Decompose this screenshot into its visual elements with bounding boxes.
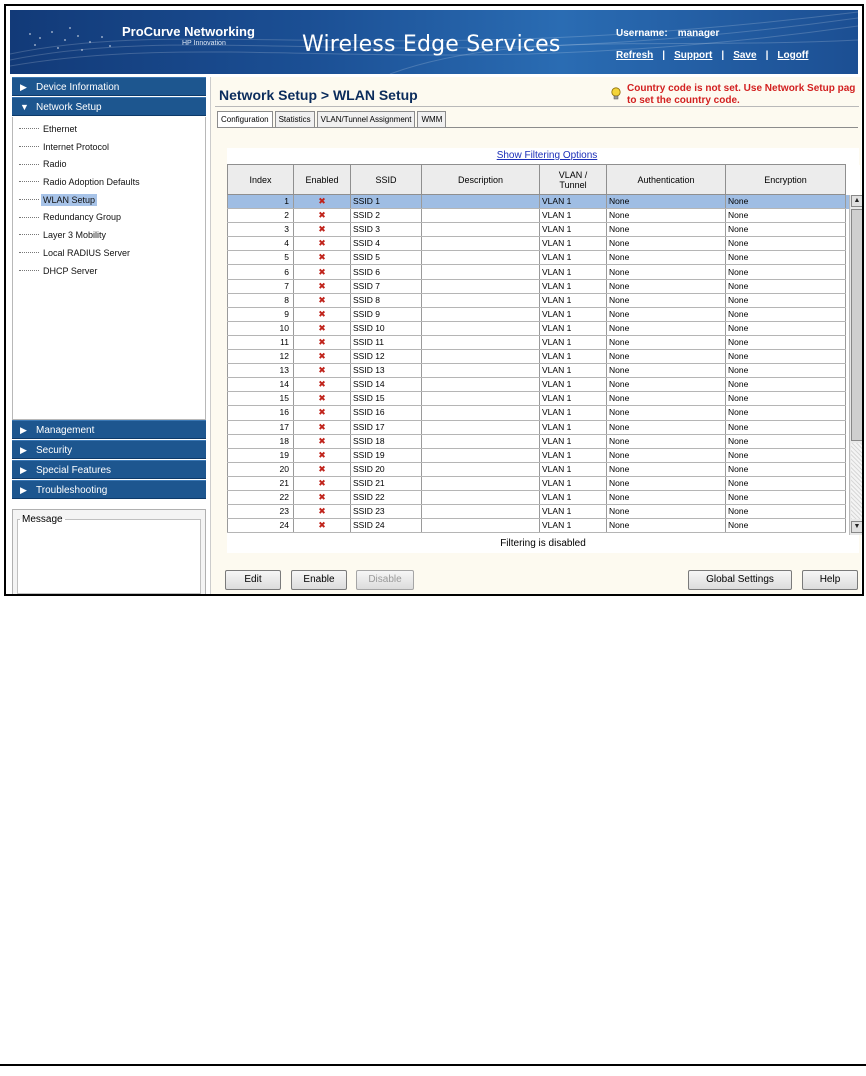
main-content — [210, 77, 861, 596]
sidebar-item-label: Local RADIUS Server — [43, 247, 131, 258]
cell-encryption: None — [726, 392, 846, 406]
table-row[interactable] — [228, 251, 860, 265]
table-row[interactable] — [228, 476, 860, 490]
scroll-down-arrow-icon[interactable]: ▼ — [851, 521, 863, 533]
cell-vlan-tunnel: VLAN 1 — [540, 420, 607, 434]
cell-vlan-tunnel: VLAN 1 — [540, 364, 607, 378]
table-row[interactable] — [228, 505, 860, 519]
cell-index: 17 — [228, 420, 294, 434]
disable-button[interactable]: Disable — [356, 570, 414, 590]
tab-configuration[interactable]: Configuration — [217, 111, 273, 128]
cell-ssid: SSID 13 — [351, 364, 422, 378]
sidebar-section-label: Special Features — [36, 465, 112, 476]
cell-vlan-tunnel: VLAN 1 — [540, 448, 607, 462]
cell-index: 13 — [228, 364, 294, 378]
sidebar-item-label: Internet Protocol — [43, 141, 110, 152]
cell-encryption: None — [726, 293, 846, 307]
red-x-icon: ✖ — [294, 279, 351, 293]
triangle-right-icon: ▶ — [20, 445, 27, 455]
tree-connector — [19, 164, 39, 165]
cell-index: 14 — [228, 378, 294, 392]
header-links: Refresh | Support | Save | Logoff — [616, 50, 809, 61]
cell-ssid: SSID 6 — [351, 265, 422, 279]
cell-ssid: SSID 5 — [351, 251, 422, 265]
cell-description — [422, 307, 540, 321]
cell-index: 9 — [228, 307, 294, 321]
cell-ssid: SSID 23 — [351, 505, 422, 519]
red-x-icon: ✖ — [294, 476, 351, 490]
cell-index: 23 — [228, 505, 294, 519]
column-header-ssid[interactable]: SSID — [351, 165, 422, 195]
cell-vlan-tunnel: VLAN 1 — [540, 321, 607, 335]
cell-encryption: None — [726, 462, 846, 476]
cell-description — [422, 195, 540, 209]
cell-index: 19 — [228, 448, 294, 462]
tree-connector — [19, 146, 39, 147]
tab-wmm[interactable]: WMM — [417, 111, 446, 127]
cell-description — [422, 462, 540, 476]
red-x-icon: ✖ — [294, 434, 351, 448]
sidebar-item-label: Radio Adoption Defaults — [43, 177, 140, 188]
cell-authentication: None — [607, 378, 726, 392]
tree-connector — [19, 199, 39, 200]
cell-encryption: None — [726, 490, 846, 504]
table-header-row — [228, 165, 860, 195]
table-row[interactable] — [228, 350, 860, 364]
cell-index: 10 — [228, 321, 294, 335]
cell-encryption: None — [726, 321, 846, 335]
cell-authentication: None — [607, 476, 726, 490]
red-x-icon: ✖ — [294, 519, 351, 533]
cell-index: 7 — [228, 279, 294, 293]
page-title: Network Setup > WLAN Setup — [219, 87, 418, 103]
cell-index: 21 — [228, 476, 294, 490]
cell-encryption: None — [726, 364, 846, 378]
tree-connector — [19, 128, 39, 129]
triangle-down-icon: ▼ — [20, 102, 29, 112]
tree-connector — [19, 270, 39, 271]
cell-encryption: None — [726, 265, 846, 279]
cell-description — [422, 350, 540, 364]
column-header-authentication[interactable]: Authentication — [607, 165, 726, 195]
cell-description — [422, 279, 540, 293]
cell-description — [422, 378, 540, 392]
edit-button[interactable]: Edit — [225, 570, 281, 590]
sidebar-item-ethernet[interactable] — [13, 121, 205, 139]
cell-description — [422, 209, 540, 223]
tree-connector — [19, 234, 39, 235]
sidebar-item-label: DHCP Server — [43, 265, 98, 276]
column-header-index[interactable]: Index — [228, 165, 294, 195]
cell-ssid: SSID 9 — [351, 307, 422, 321]
tab-statistics[interactable]: Statistics — [275, 111, 315, 127]
network-setup-tree — [12, 117, 206, 420]
cell-authentication: None — [607, 251, 726, 265]
red-x-icon: ✖ — [294, 293, 351, 307]
cell-authentication: None — [607, 321, 726, 335]
sidebar-section-label: Troubleshooting — [36, 485, 108, 496]
cell-encryption: None — [726, 279, 846, 293]
cell-vlan-tunnel: VLAN 1 — [540, 279, 607, 293]
cell-encryption: None — [726, 378, 846, 392]
cell-authentication: None — [607, 462, 726, 476]
cell-authentication: None — [607, 223, 726, 237]
cell-vlan-tunnel: VLAN 1 — [540, 307, 607, 321]
tree-connector — [19, 181, 39, 182]
cell-ssid: SSID 3 — [351, 223, 422, 237]
red-x-icon: ✖ — [294, 505, 351, 519]
cell-description — [422, 490, 540, 504]
cell-description — [422, 519, 540, 533]
cell-vlan-tunnel: VLAN 1 — [540, 490, 607, 504]
cell-authentication: None — [607, 307, 726, 321]
cell-ssid: SSID 22 — [351, 490, 422, 504]
page-bottom-rule — [0, 1064, 866, 1066]
lightbulb-icon — [610, 87, 622, 101]
sidebar-item-radio[interactable] — [13, 156, 205, 174]
tab-vlan-tunnel-assignment[interactable]: VLAN/Tunnel Assignment — [317, 111, 416, 127]
cell-authentication: None — [607, 434, 726, 448]
scrollbar-track[interactable] — [851, 443, 863, 519]
cell-description — [422, 251, 540, 265]
table-row[interactable] — [228, 223, 860, 237]
cell-authentication: None — [607, 279, 726, 293]
cell-ssid: SSID 1 — [351, 195, 422, 209]
cell-vlan-tunnel: VLAN 1 — [540, 505, 607, 519]
cell-description — [422, 364, 540, 378]
cell-authentication: None — [607, 519, 726, 533]
cell-description — [422, 237, 540, 251]
cell-authentication: None — [607, 364, 726, 378]
cell-vlan-tunnel: VLAN 1 — [540, 378, 607, 392]
support-link[interactable]: Support — [674, 50, 713, 61]
sidebar-section-label: Network Setup — [36, 102, 102, 113]
triangle-right-icon: ▶ — [20, 82, 27, 92]
sidebar-section-security[interactable] — [12, 440, 206, 459]
cell-vlan-tunnel: VLAN 1 — [540, 392, 607, 406]
table-row[interactable] — [228, 434, 860, 448]
red-x-icon: ✖ — [294, 251, 351, 265]
sidebar-item-internet-protocol[interactable] — [13, 139, 205, 157]
cell-description — [422, 406, 540, 420]
username-value: manager — [677, 28, 720, 39]
wlan-table-area — [227, 148, 859, 553]
cell-index: 6 — [228, 265, 294, 279]
wlan-table — [227, 164, 860, 533]
sidebar-section-troubleshooting[interactable] — [12, 480, 206, 499]
scrollbar-header-spacer — [846, 165, 860, 195]
cell-ssid: SSID 7 — [351, 279, 422, 293]
table-row[interactable] — [228, 364, 860, 378]
cell-index: 8 — [228, 293, 294, 307]
divider — [215, 106, 859, 107]
cell-authentication: None — [607, 195, 726, 209]
cell-vlan-tunnel: VLAN 1 — [540, 195, 607, 209]
sidebar-section-special-features[interactable] — [12, 460, 206, 479]
warning-line-2: to set the country code. — [627, 95, 740, 106]
triangle-right-icon: ▶ — [20, 465, 27, 475]
sidebar-section-label: Device Information — [36, 82, 120, 93]
cell-ssid: SSID 21 — [351, 476, 422, 490]
red-x-icon: ✖ — [294, 237, 351, 251]
cell-vlan-tunnel: VLAN 1 — [540, 476, 607, 490]
app-window — [4, 4, 864, 596]
sidebar-item-radio-adoption-defaults[interactable] — [13, 174, 205, 192]
cell-index: 22 — [228, 490, 294, 504]
help-button[interactable]: Help — [802, 570, 858, 590]
cell-vlan-tunnel: VLAN 1 — [540, 209, 607, 223]
cell-vlan-tunnel: VLAN 1 — [540, 462, 607, 476]
red-x-icon: ✖ — [294, 490, 351, 504]
cell-index: 16 — [228, 406, 294, 420]
save-link[interactable]: Save — [733, 50, 757, 61]
cell-authentication: None — [607, 350, 726, 364]
sidebar-item-label: Ethernet — [43, 124, 78, 134]
cell-ssid: SSID 16 — [351, 406, 422, 420]
cell-ssid: SSID 12 — [351, 350, 422, 364]
table-row[interactable] — [228, 378, 860, 392]
message-panel — [12, 509, 206, 596]
cell-vlan-tunnel: VLAN 1 — [540, 265, 607, 279]
table-row[interactable] — [228, 265, 860, 279]
cell-encryption: None — [726, 251, 846, 265]
cell-authentication: None — [607, 265, 726, 279]
cell-encryption: None — [726, 406, 846, 420]
sidebar-item-label: Layer 3 Mobility — [43, 230, 107, 241]
cell-ssid: SSID 11 — [351, 335, 422, 349]
red-x-icon: ✖ — [294, 392, 351, 406]
cell-ssid: SSID 14 — [351, 378, 422, 392]
cell-encryption: None — [726, 307, 846, 321]
logoff-link[interactable]: Logoff — [777, 50, 809, 61]
cell-description — [422, 476, 540, 490]
red-x-icon: ✖ — [294, 364, 351, 378]
enable-button[interactable]: Enable — [291, 570, 347, 590]
sidebar-item-local-radius-server[interactable] — [13, 245, 205, 263]
tree-connector — [19, 217, 39, 218]
table-row[interactable] — [228, 279, 860, 293]
show-filtering-options-link[interactable]: Show Filtering Options — [496, 150, 598, 161]
cell-index: 2 — [228, 209, 294, 223]
red-x-icon: ✖ — [294, 307, 351, 321]
cell-vlan-tunnel: VLAN 1 — [540, 519, 607, 533]
cell-vlan-tunnel: VLAN 1 — [540, 406, 607, 420]
red-x-icon: ✖ — [294, 448, 351, 462]
table-row[interactable] — [228, 307, 860, 321]
warning-line-1: Country code is not set. Use Network Setup pag — [627, 83, 856, 94]
cell-ssid: SSID 8 — [351, 293, 422, 307]
cell-vlan-tunnel: VLAN 1 — [540, 335, 607, 349]
cell-ssid: SSID 2 — [351, 209, 422, 223]
cell-description — [422, 420, 540, 434]
table-row[interactable] — [228, 448, 860, 462]
cell-ssid: SSID 17 — [351, 420, 422, 434]
table-row[interactable] — [228, 195, 860, 209]
cell-encryption: None — [726, 420, 846, 434]
message-label: Message — [22, 514, 63, 525]
cell-index: 1 — [228, 195, 294, 209]
column-header-encryption[interactable]: Encryption — [726, 165, 846, 195]
cell-index: 15 — [228, 392, 294, 406]
cell-description — [422, 321, 540, 335]
cell-encryption: None — [726, 519, 846, 533]
cell-authentication: None — [607, 237, 726, 251]
column-header-description[interactable]: Description — [422, 165, 540, 195]
cell-encryption: None — [726, 448, 846, 462]
cell-authentication: None — [607, 448, 726, 462]
red-x-icon: ✖ — [294, 265, 351, 279]
table-row[interactable] — [228, 462, 860, 476]
cell-vlan-tunnel: VLAN 1 — [540, 293, 607, 307]
cell-authentication: None — [607, 335, 726, 349]
cell-index: 4 — [228, 237, 294, 251]
cell-description — [422, 392, 540, 406]
triangle-right-icon: ▶ — [20, 425, 27, 435]
table-row[interactable] — [228, 519, 860, 533]
red-x-icon: ✖ — [294, 195, 351, 209]
cell-encryption: None — [726, 476, 846, 490]
table-row[interactable] — [228, 237, 860, 251]
cell-description — [422, 505, 540, 519]
filter-status-text: Filtering is disabled — [500, 538, 586, 549]
tab-bar — [217, 111, 448, 127]
cell-ssid: SSID 4 — [351, 237, 422, 251]
column-header-vlan-tunnel[interactable]: VLAN / Tunnel — [540, 165, 607, 195]
sidebar-item-label: Radio — [43, 159, 67, 170]
cell-encryption: None — [726, 237, 846, 251]
cell-index: 3 — [228, 223, 294, 237]
cell-index: 18 — [228, 434, 294, 448]
cell-encryption: None — [726, 209, 846, 223]
red-x-icon: ✖ — [294, 223, 351, 237]
cell-ssid: SSID 20 — [351, 462, 422, 476]
cell-vlan-tunnel: VLAN 1 — [540, 237, 607, 251]
sidebar-item-layer-3-mobility[interactable] — [13, 227, 205, 245]
red-x-icon: ✖ — [294, 378, 351, 392]
scroll-up-arrow-icon[interactable]: ▲ — [851, 195, 863, 207]
cell-vlan-tunnel: VLAN 1 — [540, 251, 607, 265]
sidebar-section-device-information[interactable] — [12, 77, 206, 96]
red-x-icon: ✖ — [294, 321, 351, 335]
cell-description — [422, 293, 540, 307]
cell-index: 12 — [228, 350, 294, 364]
cell-description — [422, 223, 540, 237]
sidebar-section-label: Management — [36, 425, 95, 436]
table-row[interactable] — [228, 209, 860, 223]
tree-connector — [19, 252, 39, 253]
cell-description — [422, 448, 540, 462]
cell-authentication: None — [607, 490, 726, 504]
user-info — [616, 28, 719, 39]
cell-ssid: SSID 10 — [351, 321, 422, 335]
red-x-icon: ✖ — [294, 350, 351, 364]
cell-index: 5 — [228, 251, 294, 265]
cell-vlan-tunnel: VLAN 1 — [540, 350, 607, 364]
sidebar-item-dhcp-server[interactable] — [13, 263, 205, 281]
cell-authentication: None — [607, 209, 726, 223]
sidebar-item-redundancy-group[interactable] — [13, 209, 205, 227]
red-x-icon: ✖ — [294, 335, 351, 349]
cell-ssid: SSID 24 — [351, 519, 422, 533]
scrollbar-thumb[interactable] — [851, 209, 863, 441]
cell-ssid: SSID 19 — [351, 448, 422, 462]
cell-index: 11 — [228, 335, 294, 349]
cell-encryption: None — [726, 195, 846, 209]
table-row[interactable] — [228, 490, 860, 504]
cell-encryption: None — [726, 505, 846, 519]
table-row[interactable] — [228, 293, 860, 307]
red-x-icon: ✖ — [294, 209, 351, 223]
table-row[interactable] — [228, 321, 860, 335]
app-title: Wireless Edge Services — [302, 32, 561, 57]
cell-ssid: SSID 18 — [351, 434, 422, 448]
cell-encryption: None — [726, 335, 846, 349]
brand-logo-subtitle: HP Innovation — [182, 40, 226, 47]
cell-authentication: None — [607, 392, 726, 406]
red-x-icon: ✖ — [294, 462, 351, 476]
red-x-icon: ✖ — [294, 420, 351, 434]
cell-index: 20 — [228, 462, 294, 476]
cell-authentication: None — [607, 420, 726, 434]
cell-description — [422, 265, 540, 279]
global-settings-button[interactable]: Global Settings — [688, 570, 792, 590]
cell-description — [422, 434, 540, 448]
triangle-right-icon: ▶ — [20, 485, 27, 495]
table-row[interactable] — [228, 406, 860, 420]
cell-authentication: None — [607, 505, 726, 519]
table-scrollbar[interactable] — [849, 195, 863, 535]
column-header-enabled[interactable]: Enabled — [294, 165, 351, 195]
country-code-warning — [627, 83, 864, 107]
cell-description — [422, 335, 540, 349]
configuration-tab-panel — [217, 127, 861, 594]
cell-authentication: None — [607, 406, 726, 420]
cell-ssid: SSID 15 — [351, 392, 422, 406]
brand-logo-title: ProCurve Networking — [122, 24, 255, 39]
table-row[interactable] — [228, 392, 860, 406]
sidebar-section-label: Security — [36, 445, 73, 456]
sidebar-section-network-setup[interactable] — [12, 97, 206, 116]
sidebar-section-management[interactable] — [12, 420, 206, 439]
table-row[interactable] — [228, 335, 860, 349]
header-banner — [10, 10, 858, 74]
username-label: Username: — [616, 28, 668, 39]
cell-encryption: None — [726, 223, 846, 237]
sidebar — [12, 77, 206, 596]
cell-index: 24 — [228, 519, 294, 533]
sidebar-item-label: WLAN Setup — [43, 194, 96, 205]
cell-vlan-tunnel: VLAN 1 — [540, 434, 607, 448]
refresh-link[interactable]: Refresh — [616, 50, 654, 61]
cell-encryption: None — [726, 434, 846, 448]
cell-vlan-tunnel: VLAN 1 — [540, 223, 607, 237]
sidebar-item-wlan-setup[interactable] — [13, 192, 205, 210]
sidebar-item-label: Redundancy Group — [43, 212, 122, 223]
cell-authentication: None — [607, 293, 726, 307]
message-fieldset — [17, 514, 201, 594]
cell-encryption: None — [726, 350, 846, 364]
red-x-icon: ✖ — [294, 406, 351, 420]
table-row[interactable] — [228, 420, 860, 434]
